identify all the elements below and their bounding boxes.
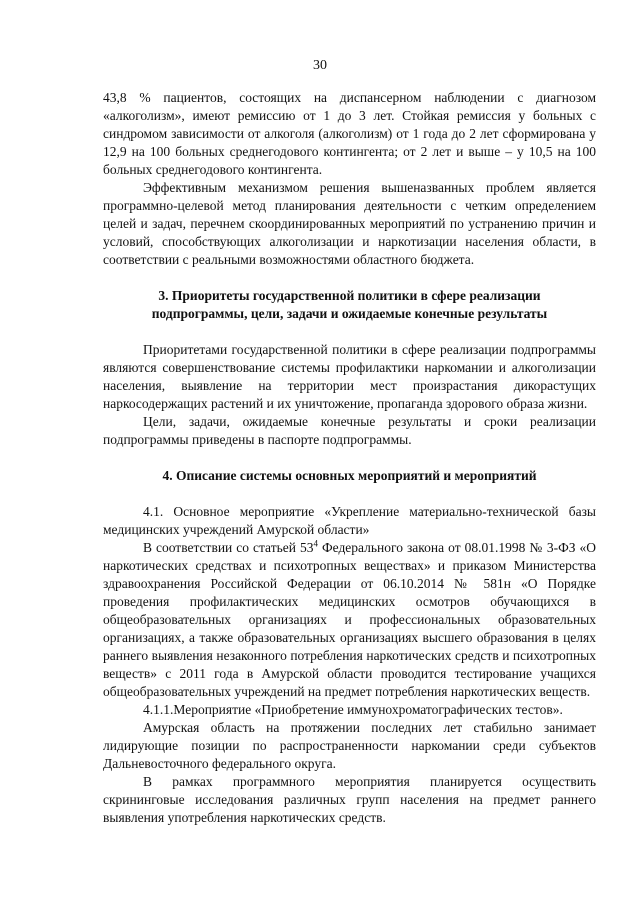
paragraph: 4.1. Основное мероприятие «Укрепление материально-технической базы медицинских учреждений Амурской области» — [103, 504, 596, 537]
spacer — [103, 323, 596, 341]
section-3-heading-line1: 3. Приоритеты государственной политики в сфере реализации — [158, 288, 541, 303]
paragraph: В рамках программного мероприятия планируется осуществить скрининговые исследования различных групп населения на предмет раннего выявления употребления наркотических средств. — [103, 774, 596, 825]
paragraph: Амурская область на протяжении последних лет стабильно занимает лидирующие позиции по распространенности наркомании среди субъектов Дальневосточного федерального округа. — [103, 720, 596, 771]
spacer — [103, 449, 596, 467]
paragraph: Приоритетами государственной политики в сфере реализации подпрограммы являются совершенствование системы профилактики наркомании и алкоголизации населения, выявление на территории мест произрастания дикорастущих наркосодержащих растений и их уничтожение, пропаганда здорового образа жизни. — [103, 342, 596, 411]
section-4-heading: 4. Описание системы основных мероприятий и мероприятий — [162, 468, 537, 483]
spacer — [103, 485, 596, 503]
paragraph: Цели, задачи, ожидаемые конечные результаты и сроки реализации подпрограммы приведены в паспорте подпрограммы. — [103, 414, 596, 447]
paragraph — [103, 539, 596, 701]
paragraph-text: В соответствии со статьей 53 — [143, 540, 314, 555]
document-body — [103, 89, 596, 827]
spacer — [103, 269, 596, 287]
paragraph: 4.1.1.Мероприятие «Приобретение иммунохроматографических тестов». — [143, 702, 563, 717]
paragraph: Эффективным механизмом решения вышеназванных проблем является программно-целевой метод планирования деятельности с четким определением целей и задач, перечнем скоординированных мероприятий по устранению причин и условий, способствующих алкоголизации и наркотизации населения области, в соответствии с реальными возможностями областного бюджета. — [103, 180, 596, 267]
section-3-heading — [103, 287, 596, 323]
section-3-heading-line2: подпрограммы, цели, задачи и ожидаемые конечные результаты — [151, 306, 548, 321]
page-number: 30 — [313, 58, 327, 73]
paragraph: 43,8 % пациентов, состоящих на диспансерном наблюдении с диагнозом «алкоголизм», имеют ремиссию от 1 до 3 лет. Стойкая ремиссия у больных с синдромом зависимости от алкоголя (алкоголизм) от 1 года до 2 лет сформирована у 12,9 на 100 больных среднегодового контингента; от 2 лет и выше – у 10,5 на 100 больных среднегодового контингента. — [103, 90, 596, 177]
footnote-superscript: 4 — [313, 538, 318, 549]
paragraph-text: Федерального закона от 08.01.1998 № 3-ФЗ «О наркотических средствах и психотропных веществах» и приказом Министерства здравоохранения Российской Федерации от 06.10.2014 № 581н «О Порядке проведения профилактических медицинских осмотров обучающихся в общеобразовательных организациях и профессиональных образовательных организациях, а также образовательных организациях высшего образования в целях раннего выявления незаконного потребления наркотических средств и психотропных веществ» с 2011 года в Амурской области проводится тестирование учащихся общеобразовательных учреждений на предмет потребления наркотических веществ. — [103, 540, 596, 699]
